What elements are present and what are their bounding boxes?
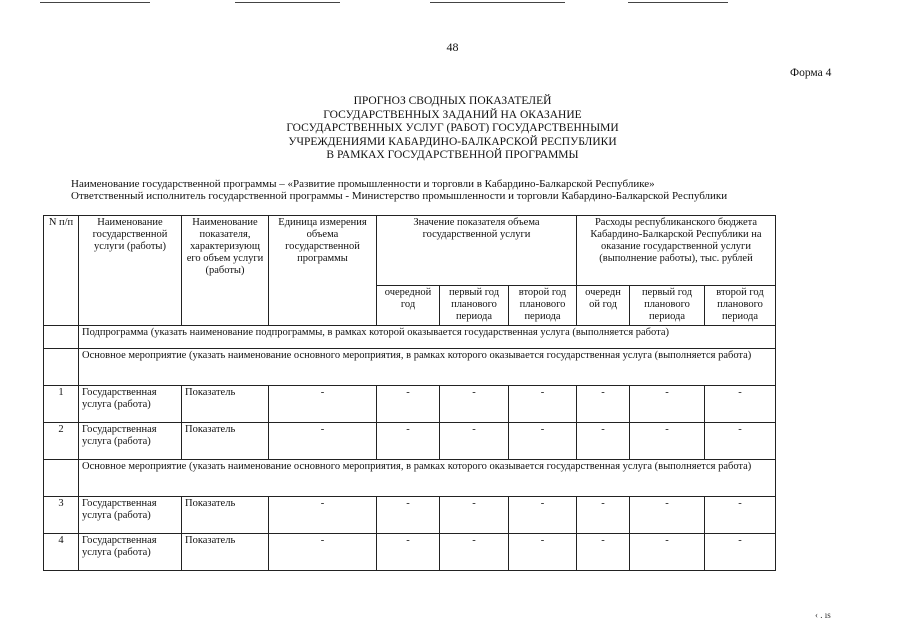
row-volume-year2: - (440, 497, 509, 534)
row-expense-year2: - (630, 534, 705, 571)
main-event-row (44, 349, 776, 386)
row-volume-year2: - (440, 534, 509, 571)
row-volume-year2: - (440, 386, 509, 423)
scan-marks: ‹ . ıs (815, 610, 831, 620)
row-volume-year3: - (509, 386, 577, 423)
header-expense-group: Расходы республиканского бюджета Кабардино-Балкарской Республики на оказание государственной услуги (выполнение работы), тыс. рублей (577, 216, 776, 286)
row-num: 3 (44, 497, 79, 534)
header-expense-year3: второй год планового периода (705, 286, 776, 326)
header-row (44, 216, 776, 286)
row-expense-year1: - (577, 534, 630, 571)
row-expense-year1: - (577, 423, 630, 460)
table-row (44, 497, 776, 534)
row-indicator: Показатель (182, 386, 269, 423)
row-unit: - (269, 534, 377, 571)
row-service: Государственная услуга (работа) (79, 534, 182, 571)
header-num: N п/п (44, 216, 79, 326)
document-title (180, 95, 725, 163)
row-expense-year3: - (705, 534, 776, 571)
header-indicator-name: Наименование показателя, характеризующ его объем услуги (работы) (182, 216, 269, 326)
table-row (44, 386, 776, 423)
title-line: ГОСУДАРСТВЕННЫХ ЗАДАНИЙ НА ОКАЗАНИЕ (323, 108, 582, 121)
header-expense-year2: первый год планового периода (630, 286, 705, 326)
main-event-text: Основное мероприятие (указать наименование основного мероприятия, в рамках которого оказывается государственная услуга (выполняется работа) (79, 460, 776, 497)
empty-cell (44, 460, 79, 497)
row-volume-year1: - (377, 386, 440, 423)
row-volume-year1: - (377, 534, 440, 571)
row-volume-year2: - (440, 423, 509, 460)
subprogram-row (44, 326, 776, 349)
row-expense-year2: - (630, 423, 705, 460)
subprogram-text: Подпрограмма (указать наименование подпрограммы, в рамках которой оказывается государственная услуга (выполняется работа) (79, 326, 776, 349)
title-line: В РАМКАХ ГОСУДАРСТВЕННОЙ ПРОГРАММЫ (326, 149, 579, 161)
main-event-text: Основное мероприятие (указать наименование основного мероприятия, в рамках которого оказывается государственная услуга (выполняется работа) (79, 349, 776, 386)
forecast-table (43, 215, 776, 571)
row-volume-year3: - (509, 423, 577, 460)
empty-cell (44, 349, 79, 386)
row-expense-year3: - (705, 497, 776, 534)
row-volume-year1: - (377, 497, 440, 534)
row-volume-year1: - (377, 423, 440, 460)
row-expense-year2: - (630, 497, 705, 534)
row-expense-year1: - (577, 497, 630, 534)
row-unit: - (269, 497, 377, 534)
header-volume-year2: первый год планового периода (440, 286, 509, 326)
row-volume-year3: - (509, 497, 577, 534)
row-volume-year3: - (509, 534, 577, 571)
row-indicator: Показатель (182, 534, 269, 571)
row-expense-year3: - (705, 386, 776, 423)
empty-cell (44, 326, 79, 349)
row-expense-year2: - (630, 386, 705, 423)
title-line: ПРОГНОЗ СВОДНЫХ ПОКАЗАТЕЛЕЙ (353, 95, 552, 107)
top-rule-2 (235, 2, 340, 3)
title-line: ГОСУДАРСТВЕННЫХ УСЛУГ (РАБОТ) ГОСУДАРСТВЕННЫМИ (286, 122, 619, 134)
row-num: 1 (44, 386, 79, 423)
row-indicator: Показатель (182, 423, 269, 460)
page-number: 48 (446, 40, 459, 54)
header-service-name: Наименование государственной услуги (работы) (79, 216, 182, 326)
title-line: УЧРЕЖДЕНИЯМИ КАБАРДИНО-БАЛКАРСКОЙ РЕСПУБЛИКИ (288, 135, 617, 148)
header-expense-year1: очередн ой год (577, 286, 630, 326)
top-rule-3 (430, 2, 565, 3)
program-name-line: Наименование государственной программы – «Развитие промышленности и торговли в Кабардино-Балкарской Республике» (71, 178, 655, 190)
row-num: 4 (44, 534, 79, 571)
row-service: Государственная услуга (работа) (79, 423, 182, 460)
top-rule-4 (628, 2, 728, 3)
row-expense-year1: - (577, 386, 630, 423)
header-volume-year1: очередной год (377, 286, 440, 326)
row-expense-year3: - (705, 423, 776, 460)
row-indicator: Показатель (182, 497, 269, 534)
executor-line: Ответственный исполнитель государственной программы - Министерство промышленности и торговли Кабардино-Балкарской Республики (71, 190, 728, 202)
header-volume-year3: второй год планового периода (509, 286, 577, 326)
row-service: Государственная услуга (работа) (79, 386, 182, 423)
header-volume-group: Значение показателя объема государственной услуги (377, 216, 577, 286)
form-label: Форма 4 (790, 67, 832, 79)
row-num: 2 (44, 423, 79, 460)
row-unit: - (269, 423, 377, 460)
row-service: Государственная услуга (работа) (79, 497, 182, 534)
table-row (44, 534, 776, 571)
table-row (44, 423, 776, 460)
header-unit: Единица измерения объема государственной программы (269, 216, 377, 326)
top-rule-1 (40, 2, 150, 3)
row-unit: - (269, 386, 377, 423)
main-event-row (44, 460, 776, 497)
